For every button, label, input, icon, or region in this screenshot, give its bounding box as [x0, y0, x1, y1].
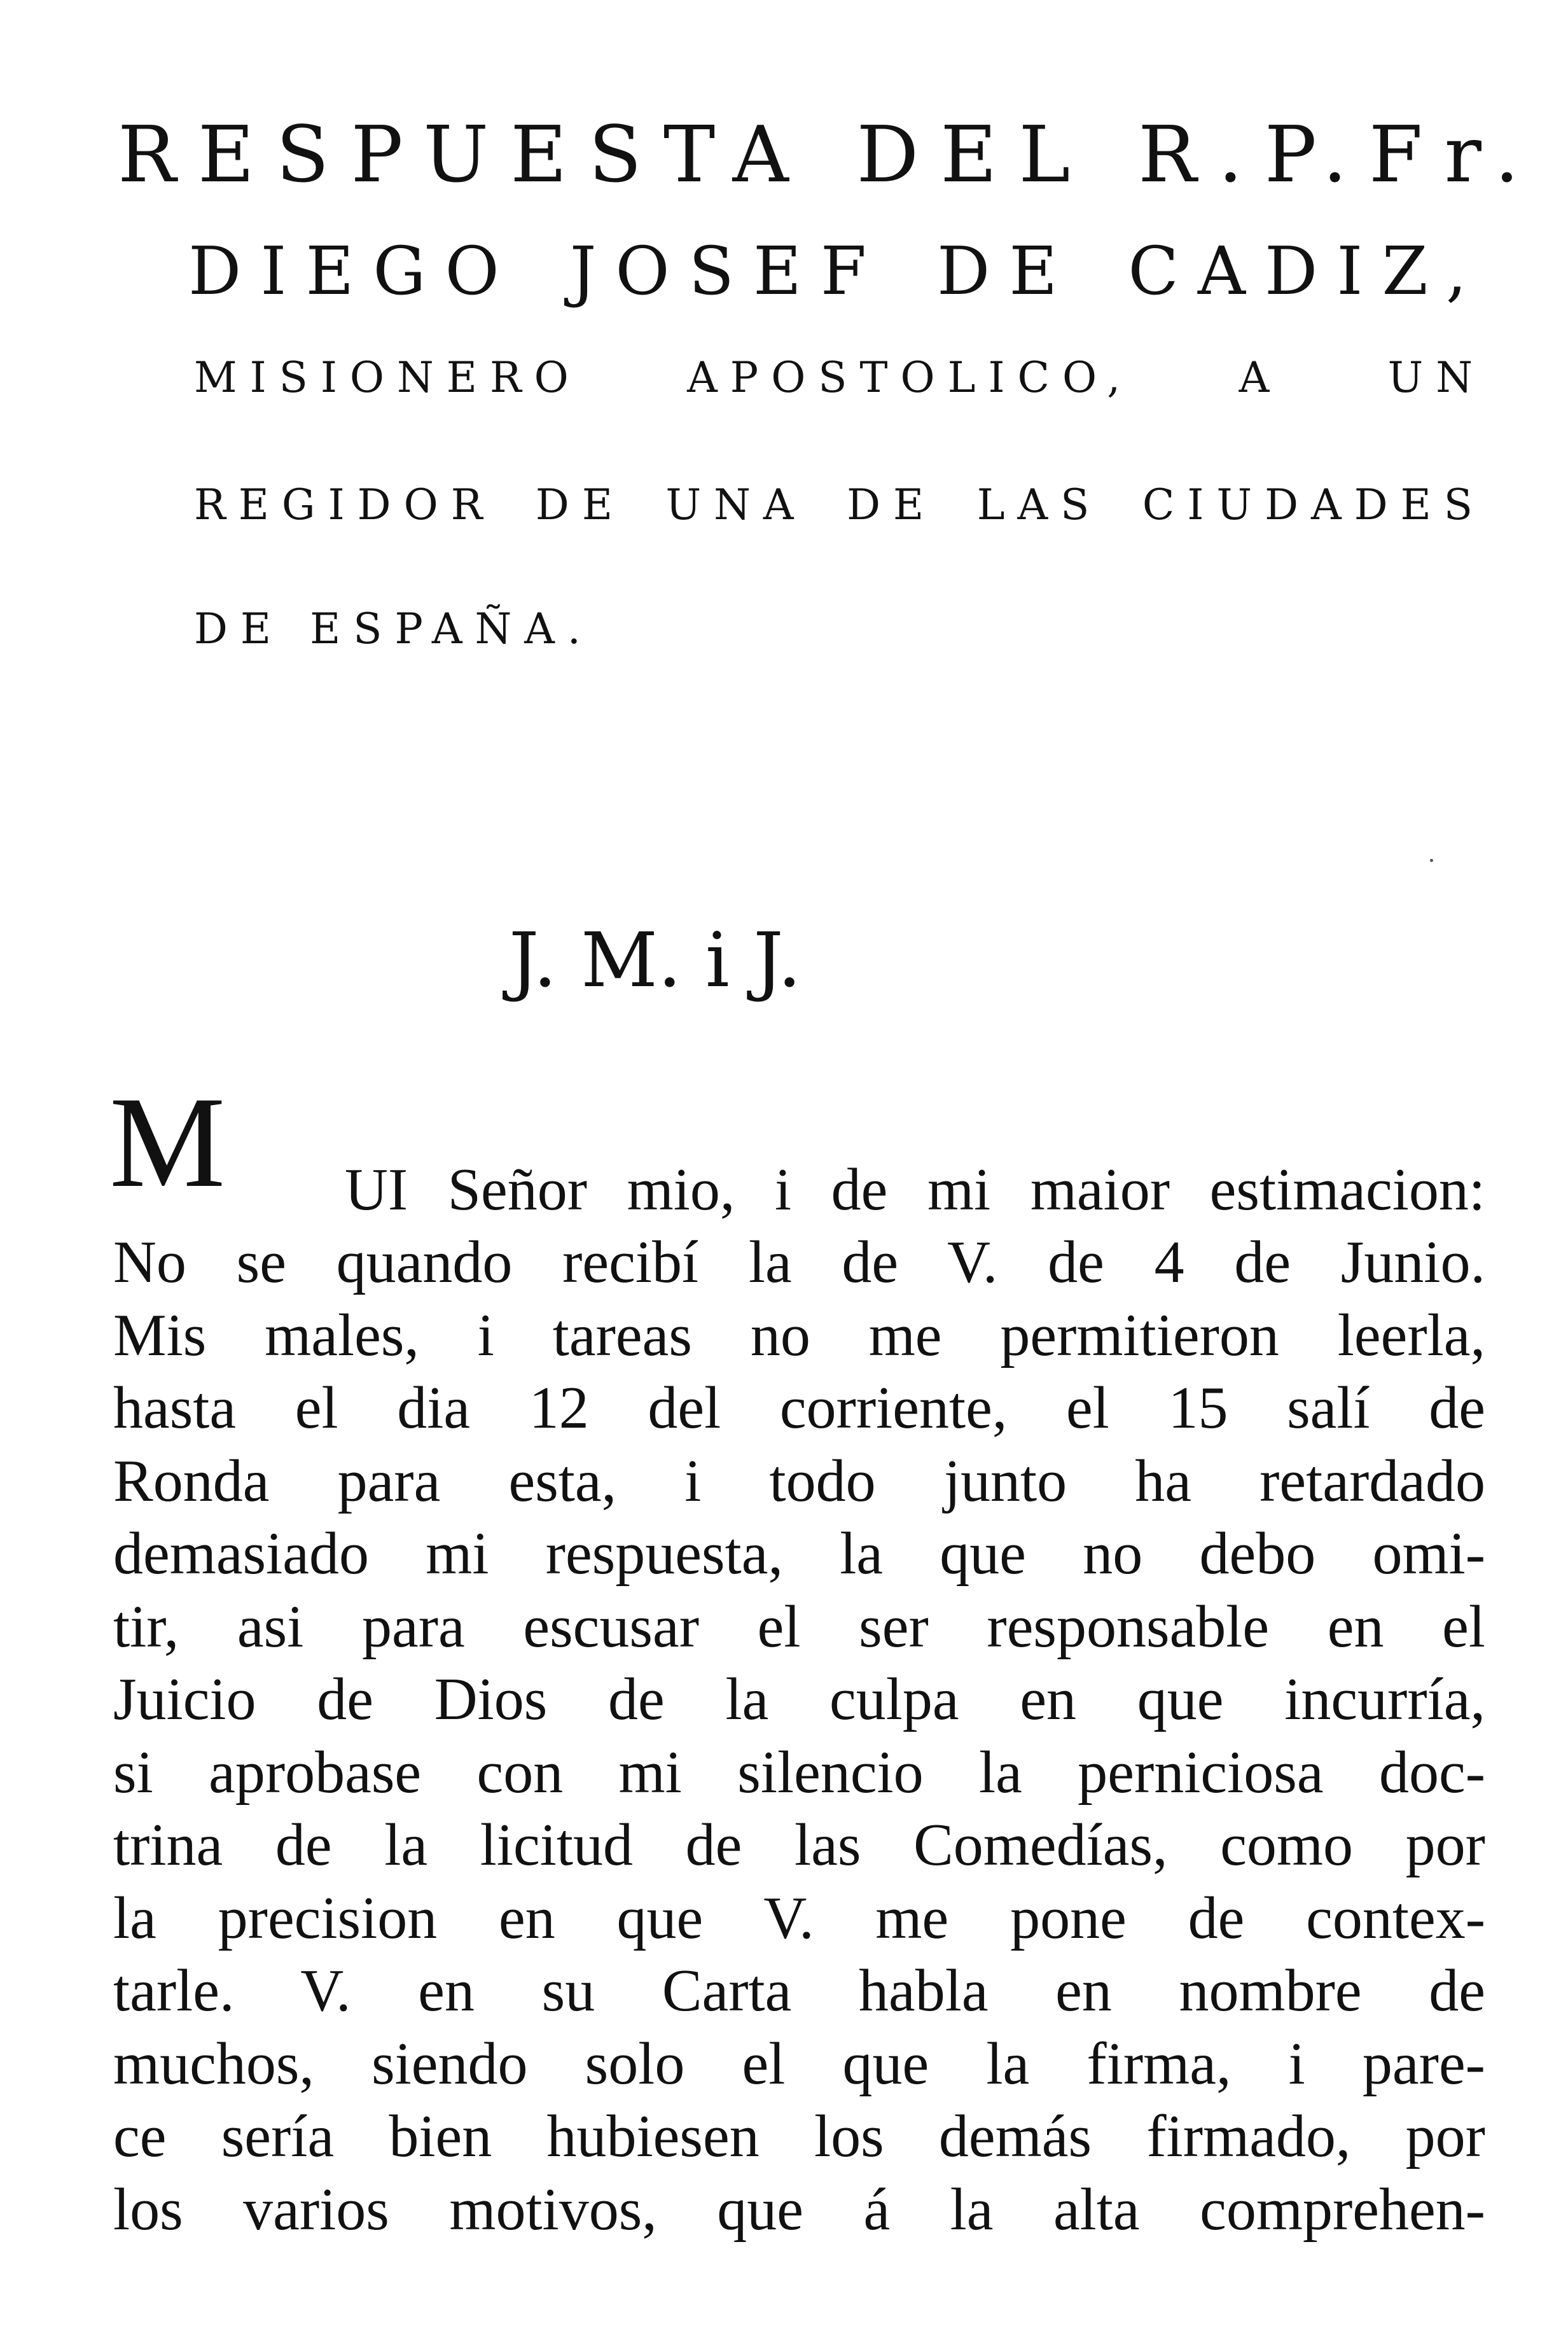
- invocation: J. M. i J.: [509, 916, 801, 1004]
- letter-line: trina de la licitud de las Comedías, como por: [113, 1812, 1485, 1878]
- letter-line: hasta el dia 12 del corriente, el 15 salí de: [113, 1375, 1485, 1441]
- letter-line: tir, asi para escusar el ser responsable en el: [113, 1594, 1485, 1660]
- letter-line: demasiado mi respuesta, la que no debo omi-: [113, 1521, 1485, 1587]
- letter-line: No se quando recibí la de V. de 4 de Junio.: [113, 1229, 1485, 1295]
- letter-line: si aprobase con mi silencio la perniciosa doc-: [113, 1739, 1485, 1806]
- letter-line: la precision en que V. me pone de contex-: [113, 1885, 1485, 1951]
- title-line-4: REGIDOR DE UNA DE LAS CIUDADES: [194, 480, 1485, 529]
- letter-line: los varios motivos, que á la alta comprehen-: [113, 2176, 1485, 2243]
- drop-cap: M: [109, 1070, 226, 1215]
- letter-line: Juicio de Dios de la culpa en que incurría,: [113, 1666, 1485, 1732]
- title-line-3: MISIONERO APOSTOLICO, A UN: [194, 353, 1485, 402]
- title-line-2: DIEGO JOSEF DE CADIZ,: [188, 232, 1486, 310]
- title-line-1: RESPUESTA DEL R.P.Fr.: [118, 109, 1541, 200]
- letter-line: tarle. V. en su Carta habla en nombre de: [113, 1958, 1485, 2024]
- letter-line: Mis males, i tareas no me permitieron leerla,: [113, 1302, 1485, 1368]
- letter-line: muchos, siendo solo el que la firma, i pare-: [113, 2031, 1485, 2097]
- letter-line: Ronda para esta, i todo junto ha retardado: [113, 1448, 1485, 1514]
- print-speck: [1430, 859, 1433, 862]
- letter-line: ce sería bien hubiesen los demás firmado, por: [113, 2103, 1485, 2169]
- letter-line: UI Señor mio, i de mi maior estimacion:: [345, 1157, 1485, 1223]
- title-line-5: DE ESPAÑA.: [194, 604, 593, 653]
